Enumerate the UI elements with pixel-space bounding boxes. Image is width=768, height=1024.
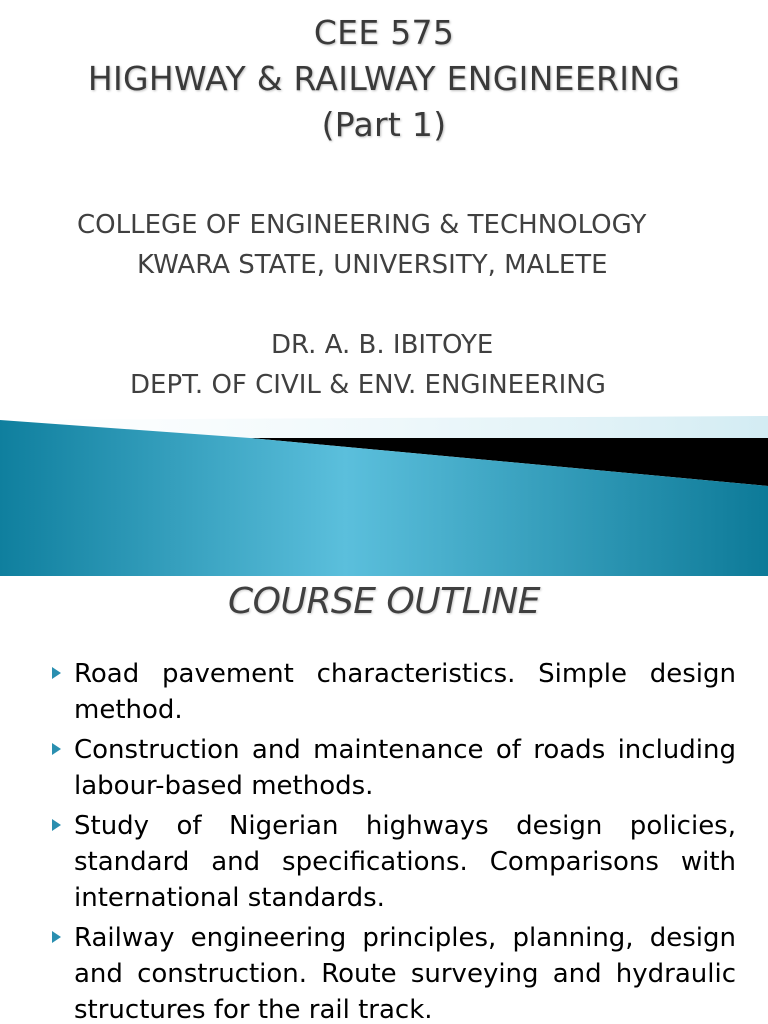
spacer	[0, 285, 768, 325]
course-part: (Part 1)	[321, 105, 447, 144]
course-name: HIGHWAY & RAILWAY ENGINEERING	[87, 59, 681, 98]
list-item-text: Study of Nigerian highways design policies, standard and specifications. Comparisons with international standards.	[74, 811, 736, 913]
department-name: DEPT. OF CIVIL & ENV. ENGINEERING	[130, 370, 606, 400]
university-name: KWARA STATE, UNIVERSITY, MALETE	[137, 250, 608, 280]
bullet-arrow-icon	[52, 931, 61, 943]
course-code: CEE 575	[313, 13, 455, 52]
slide-subtitle	[0, 205, 768, 405]
list-item	[74, 732, 736, 808]
course-outline-slide	[0, 576, 768, 1024]
list-item	[74, 656, 736, 732]
slide-title	[0, 10, 768, 148]
list-item-text: Construction and maintenance of roads including labour-based methods.	[74, 735, 736, 801]
bullet-arrow-icon	[52, 819, 61, 831]
college-name: COLLEGE OF ENGINEERING & TECHNOLOGY	[77, 210, 647, 240]
list-item-text: Railway engineering principles, planning, design and construction. Route surveying and hydraulic structures for the rail track.	[74, 923, 736, 1024]
decorative-wave-band	[0, 380, 768, 576]
list-item-text: Road pavement characteristics. Simple design method.	[74, 659, 736, 725]
bullet-arrow-icon	[52, 743, 61, 755]
outline-list	[0, 656, 768, 1024]
outline-heading: COURSE OUTLINE	[228, 581, 540, 622]
list-item	[74, 808, 736, 920]
bullet-arrow-icon	[52, 667, 61, 679]
list-item	[74, 920, 736, 1024]
lecturer-name: DR. A. B. IBITOYE	[271, 330, 494, 360]
